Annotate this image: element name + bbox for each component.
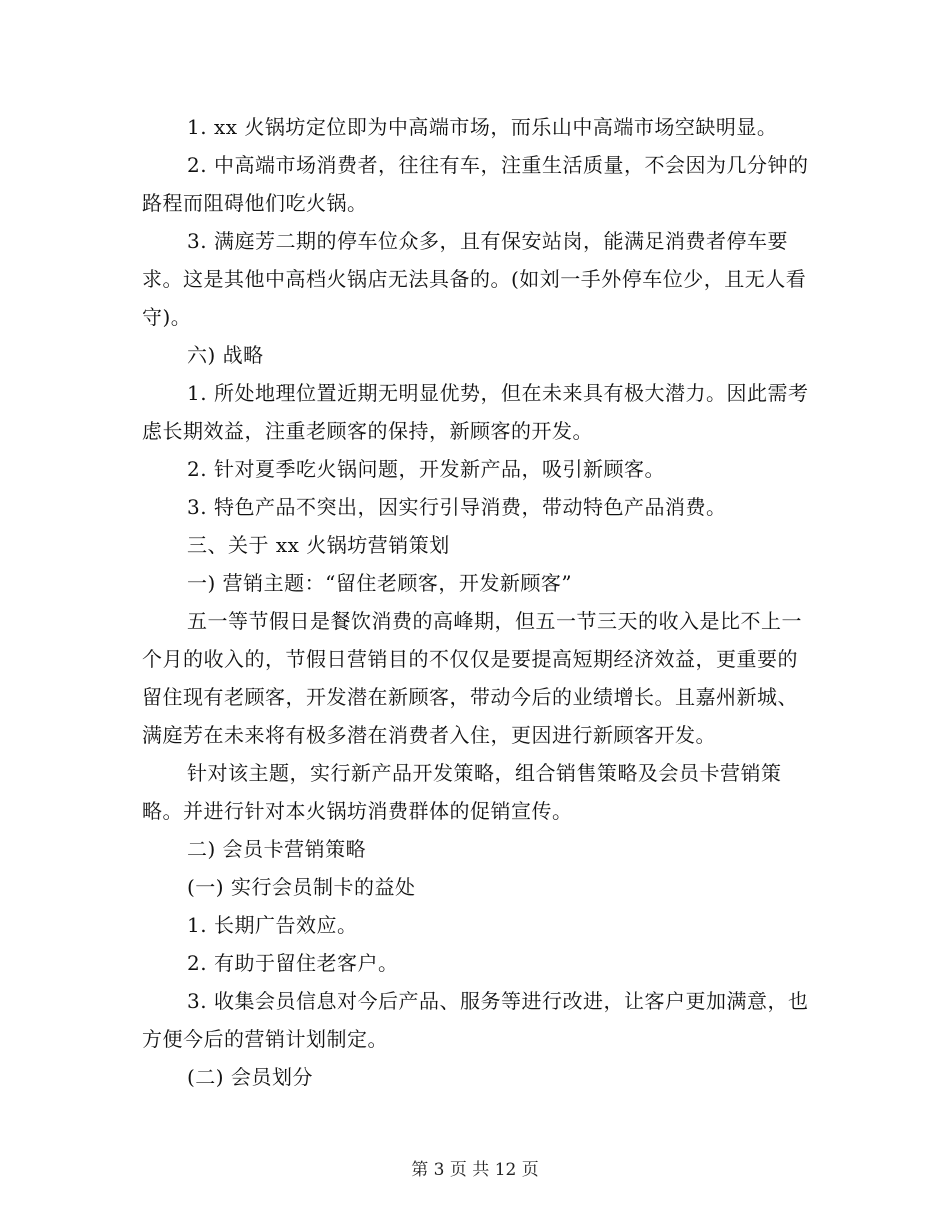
subsection-heading: (二) 会员划分 bbox=[187, 1065, 313, 1089]
section-heading: 三、关于 xx 火锅坊营销策划 bbox=[187, 533, 450, 557]
paragraph: 1. 所处地理位置近期无明显优势，但在未来具有极大潜力。因此需考虑长期效益，注重老顾客的保持，新顾客的开发。 bbox=[142, 381, 809, 443]
subsection-heading: (一) 实行会员制卡的益处 bbox=[187, 875, 416, 899]
paragraph: 1. 长期广告效应。 bbox=[187, 913, 358, 937]
section-heading: 六) 战略 bbox=[187, 343, 264, 367]
paragraph: 2. 针对夏季吃火锅问题，开发新产品，吸引新顾客。 bbox=[187, 457, 665, 481]
paragraph: 3. 收集会员信息对今后产品、服务等进行改进，让客户更加满意，也方便今后的营销计划制定。 bbox=[142, 989, 809, 1051]
paragraph: 2. 有助于留住老客户。 bbox=[187, 951, 399, 975]
paragraph: 五一等节假日是餐饮消费的高峰期，但五一节三天的收入是比不上一个月的收入的，节假日营销目的不仅仅是要提高短期经济效益，更重要的留住现有老顾客，开发潜在新顾客，带动今后的业绩增长。且嘉州新城、满庭芳在未来将有极多潜在消费者入住，更因进行新顾客开发。 bbox=[142, 609, 802, 747]
section-heading: 一) 营销主题：“留住老顾客，开发新顾客” bbox=[187, 571, 573, 595]
page-footer: 第 3 页 共 12 页 bbox=[411, 1160, 539, 1180]
paragraph: 针对该主题，实行新产品开发策略，组合销售策略及会员卡营销策略。并进行针对本火锅坊消费群体的促销宣传。 bbox=[142, 761, 782, 823]
paragraph: 3. 特色产品不突出，因实行引导消费，带动特色产品消费。 bbox=[187, 495, 727, 519]
paragraph: 1. xx 火锅坊定位即为中高端市场，而乐山中高端市场空缺明显。 bbox=[187, 115, 778, 139]
paragraph: 3. 满庭芳二期的停车位众多，且有保安站岗，能满足消费者停车要求。这是其他中高档火锅店无法具备的。(如刘一手外停车位少，且无人看守)。 bbox=[142, 229, 807, 329]
section-heading: 二) 会员卡营销策略 bbox=[187, 837, 367, 861]
document-body bbox=[142, 108, 810, 1096]
paragraph: 2. 中高端市场消费者，往往有车，注重生活质量，不会因为几分钟的路程而阻碍他们吃火锅。 bbox=[142, 153, 809, 215]
